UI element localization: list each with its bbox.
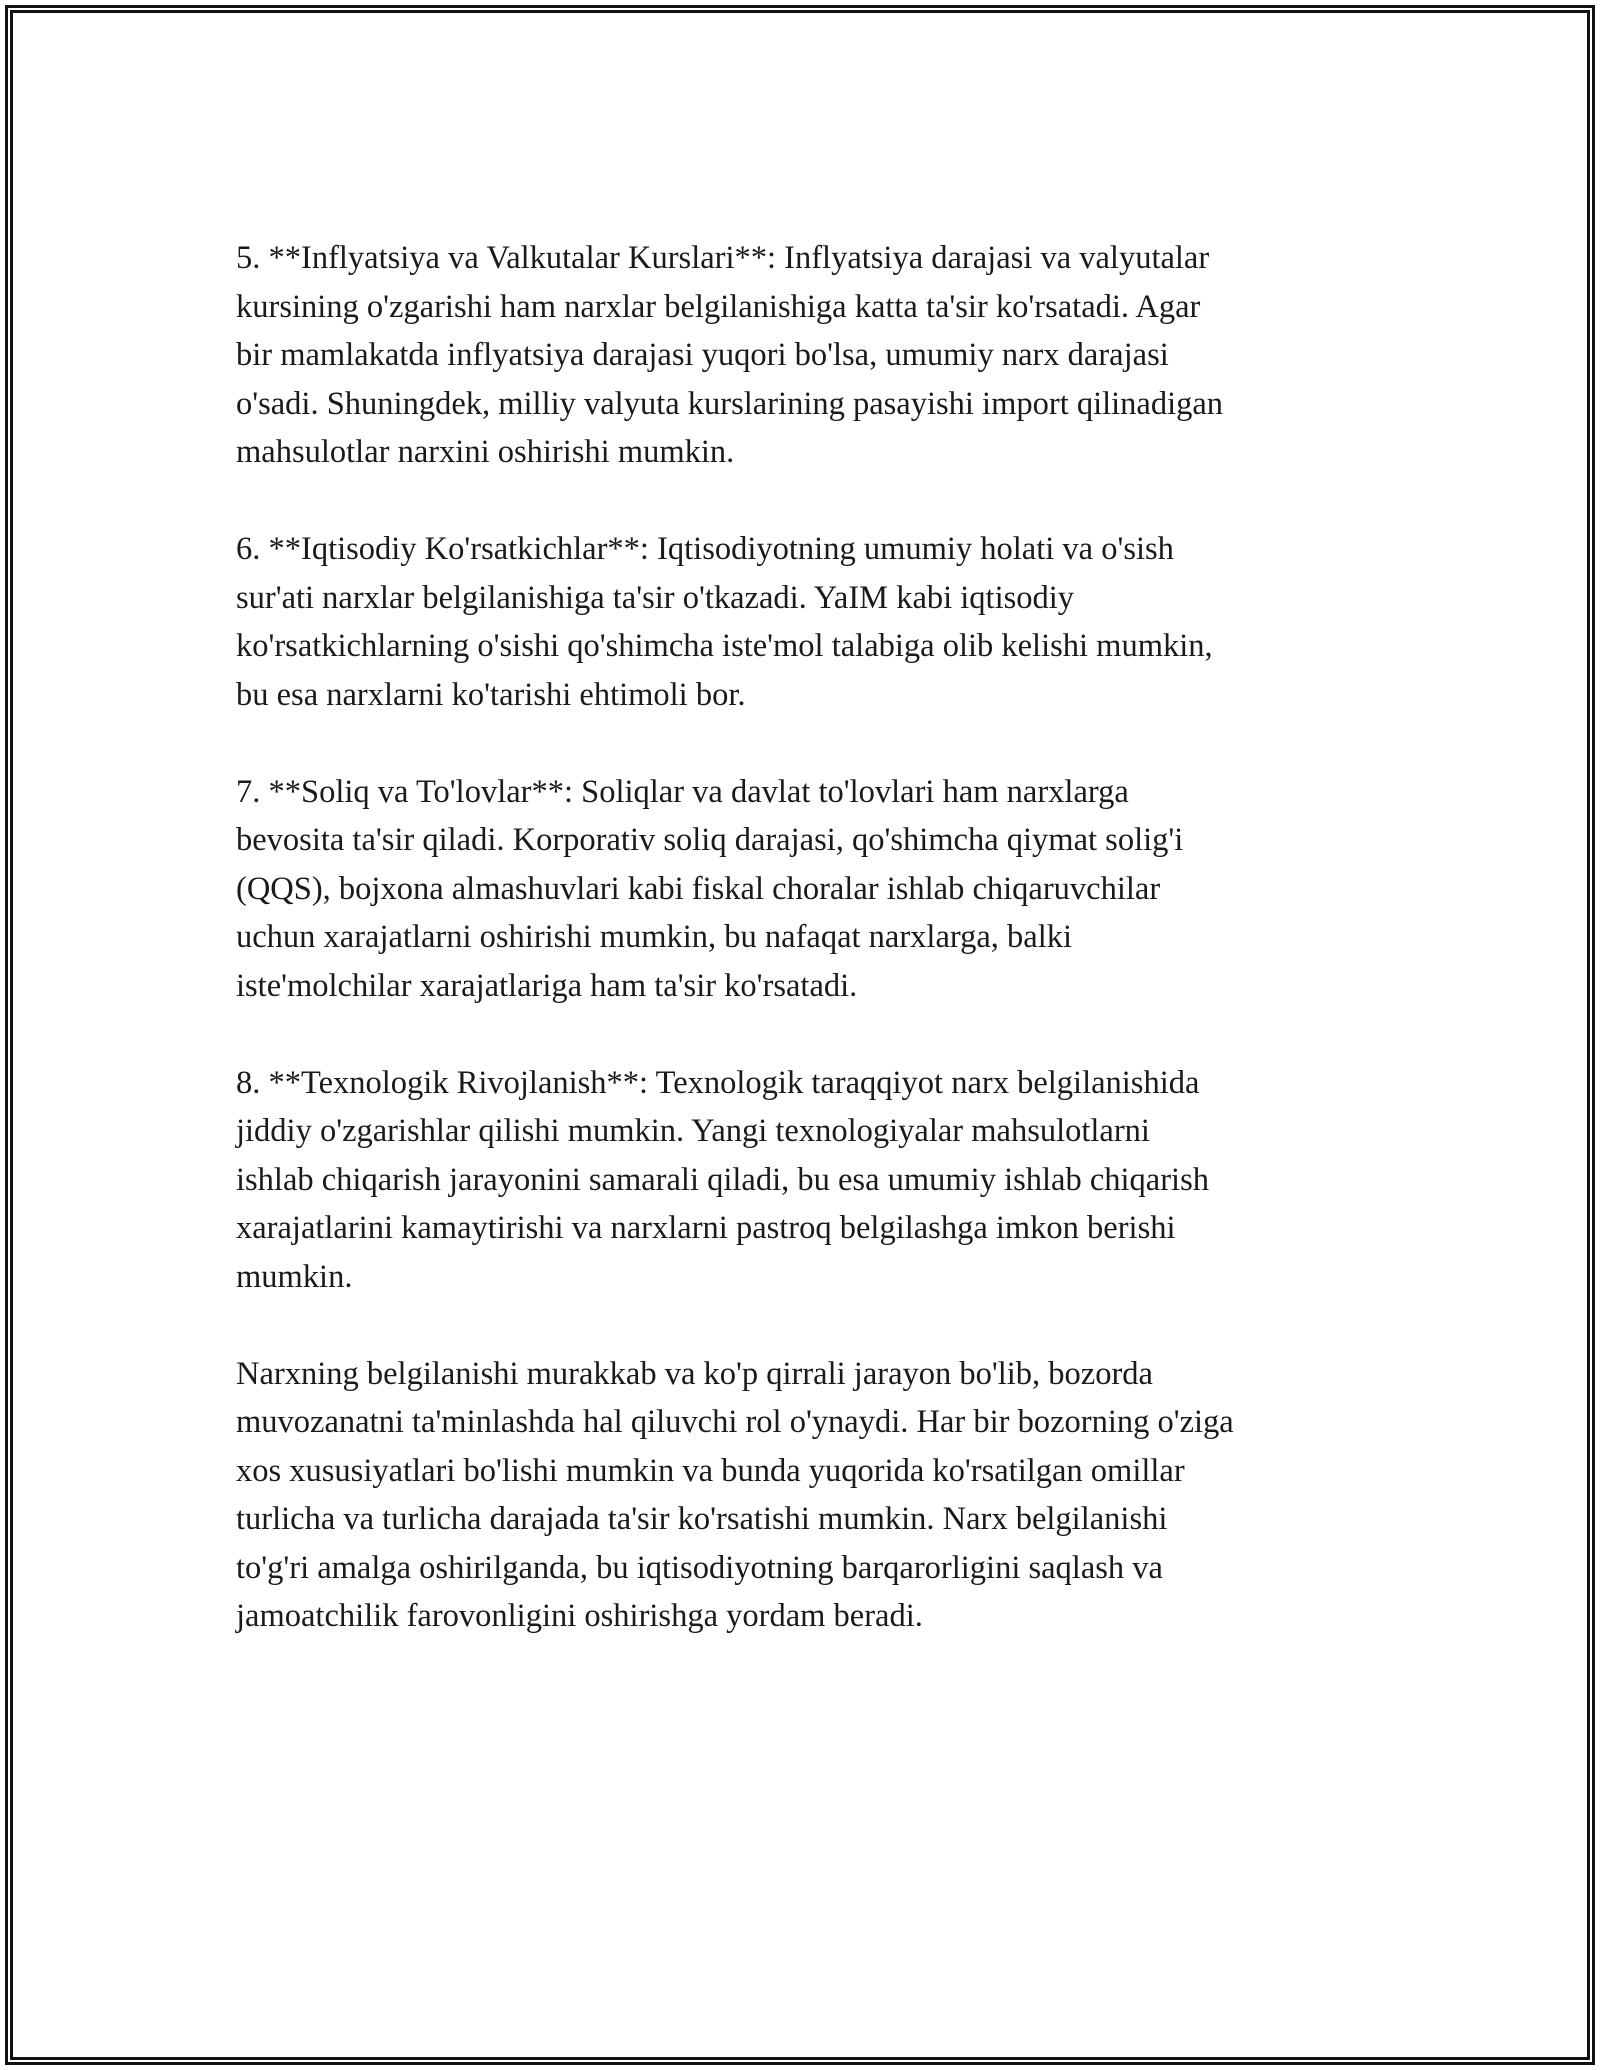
paragraph-item-5 (236, 234, 1376, 477)
text-line: ko'rsatkichlarning o'sishi qo'shimcha iste'mol talabiga olib kelishi mumkin, (236, 628, 1213, 664)
text-line: Narxning belgilanishi murakkab va ko'p qirrali jarayon bo'lib, bozorda (236, 1355, 1153, 1392)
text-line: turlicha va turlicha darajada ta'sir ko'rsatishi mumkin. Narx belgilanishi (236, 1501, 1168, 1537)
text-line: bevosita ta'sir qiladi. Korporativ soliq darajasi, qo'shimcha qiymat solig'i (236, 822, 1184, 858)
text-line: to'g'ri amalga oshirilganda, bu iqtisodiyotning barqarorligini saqlash va (236, 1549, 1163, 1586)
text-line: muvozanatni ta'minlashda hal qiluvchi rol o'ynaydi. Har bir bozorning o'ziga (236, 1404, 1234, 1440)
text-line: jiddiy o'zgarishlar qilishi mumkin. Yangi texnologiyalar mahsulotlarni (236, 1113, 1150, 1149)
text-line: 8. **Texnologik Rivojlanish**: Texnologik taraqqiyot narx belgilanishida (236, 1064, 1200, 1101)
text-line: ishlab chiqarish jarayonini samarali qiladi, bu esa umumiy ishlab chiqarish (236, 1161, 1209, 1198)
text-line: bu esa narxlarni ko'tarishi ehtimoli bor. (236, 676, 746, 713)
text-line: sur'ati narxlar belgilanishiga ta'sir o'tkazadi. YaIM kabi iqtisodiy (236, 579, 1075, 616)
text-line: kursining o'zgarishi ham narxlar belgilanishiga katta ta'sir ko'rsatadi. Agar (236, 288, 1201, 325)
text-line: iste'molchilar xarajatlariga ham ta'sir ko'rsatadi. (236, 967, 858, 1004)
text-line: xos xususiyatlari bo'lishi mumkin va bunda yuqorida ko'rsatilgan omillar (236, 1452, 1185, 1489)
text-line: 5. **Inflyatsiya va Valkutalar Kurslari**: Inflyatsiya darajasi va valyutalar (236, 240, 1210, 276)
text-line: xarajatlarini kamaytirishi va narxlarni pastroq belgilashga imkon berishi (236, 1210, 1176, 1246)
text-line: 6. **Iqtisodiy Ko'rsatkichlar**: Iqtisodiyotning umumiy holati va o'sish (236, 531, 1174, 567)
paragraph-conclusion (236, 1350, 1376, 1641)
paragraph-item-8 (236, 1059, 1376, 1302)
text-line: jamoatchilik farovonligini oshirishga yordam beradi. (236, 1598, 923, 1634)
text-line: uchun xarajatlarni oshirishi mumkin, bu nafaqat narxlarga, balki (236, 919, 1073, 955)
text-line: 7. **Soliq va To'lovlar**: Soliqlar va davlat to'lovlari ham narxlarga (236, 773, 1129, 810)
text-line: o'sadi. Shuningdek, milliy valyuta kurslarining pasayishi import qilinadigan (236, 385, 1224, 422)
paragraph-item-7 (236, 768, 1376, 1011)
text-line: mumkin. (236, 1258, 353, 1295)
text-line: mahsulotlar narxini oshirishi mumkin. (236, 434, 735, 470)
text-line: (QQS), bojxona almashuvlari kabi fiskal choralar ishlab chiqaruvchilar (236, 870, 1161, 907)
paragraph-item-6 (236, 525, 1376, 719)
text-line: bir mamlakatda inflyatsiya darajasi yuqori bo'lsa, umumiy narx darajasi (236, 337, 1169, 373)
document-body (236, 234, 1376, 1689)
